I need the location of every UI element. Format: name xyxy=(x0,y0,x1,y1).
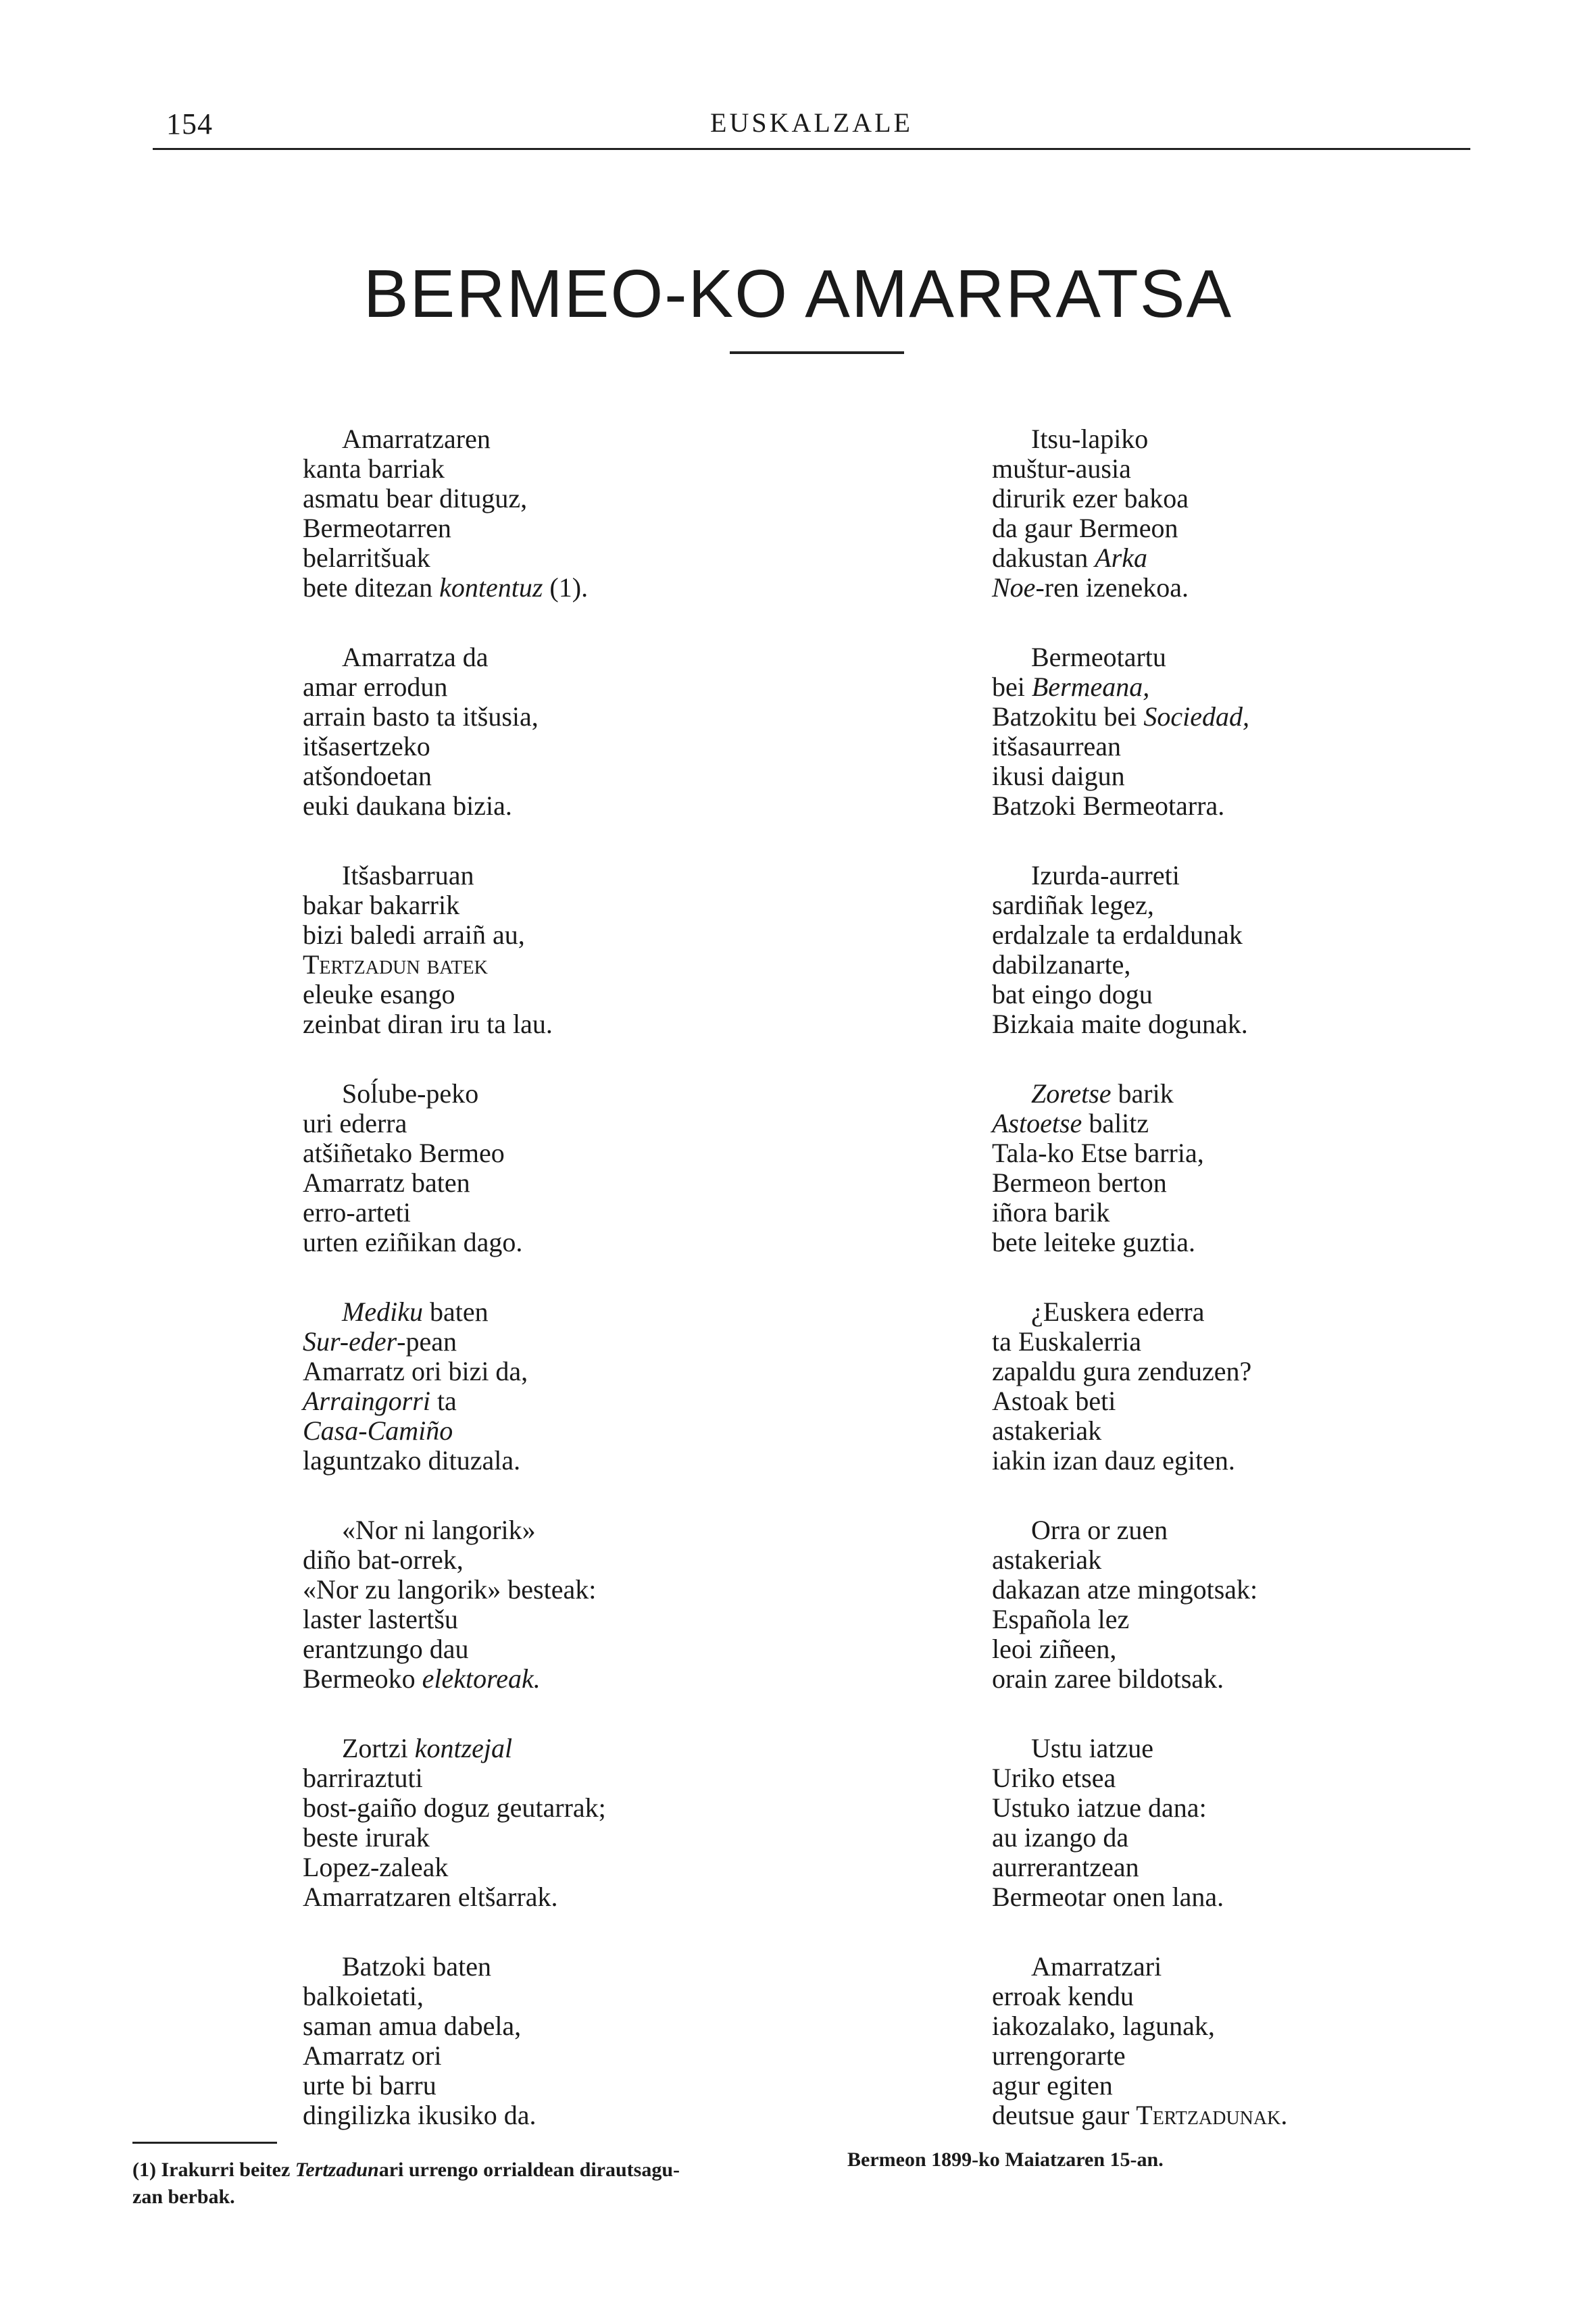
verse-line xyxy=(992,920,1546,950)
text-span: dirurik ezer bakoa xyxy=(992,483,1189,513)
text-span: Amarratz baten xyxy=(303,1167,470,1198)
text-span: «Nor ni langorik» xyxy=(342,1515,536,1545)
text-span: iakozalako, lagunak, xyxy=(992,2011,1215,2041)
verse-line xyxy=(992,2011,1546,2041)
verse-line xyxy=(303,513,857,543)
verse-line xyxy=(303,702,857,732)
text-span: elektoreak. xyxy=(422,1663,541,1694)
verse-line xyxy=(992,543,1546,573)
text-span: Amarratzaren eltšarrak. xyxy=(303,1882,558,1912)
verse-line xyxy=(303,543,857,573)
verse-line xyxy=(303,484,857,513)
text-span: erantzungo dau xyxy=(303,1634,469,1664)
verse-line xyxy=(303,1168,857,1198)
verse-line xyxy=(992,2101,1546,2130)
text-span: Bermeoko xyxy=(303,1663,422,1694)
verse-line xyxy=(992,732,1546,761)
text-span: Bizkaia maite dogunak. xyxy=(992,1009,1248,1039)
verse-line xyxy=(303,1079,857,1109)
verse-line xyxy=(992,1763,1546,1793)
text-span: erro-arteti xyxy=(303,1197,411,1228)
verse-line xyxy=(303,1297,857,1327)
verse-line xyxy=(992,2071,1546,2101)
verse-line xyxy=(303,1327,857,1357)
text-span: da gaur Bermeon xyxy=(992,513,1178,543)
verse-line xyxy=(992,1734,1546,1763)
text-span: Orra or zuen xyxy=(1031,1515,1168,1545)
verse-line xyxy=(992,484,1546,513)
verse-line xyxy=(303,2101,857,2130)
right-column xyxy=(992,424,1546,2170)
text-span: atšiñetako Bermeo xyxy=(303,1138,505,1168)
text-span: uri ederra xyxy=(303,1108,407,1138)
verse-line xyxy=(992,1416,1546,1446)
verse-line xyxy=(303,2041,857,2071)
verse-line xyxy=(992,1009,1546,1039)
verse-line xyxy=(992,643,1546,672)
stanza xyxy=(992,1297,1546,1515)
verse-line xyxy=(992,672,1546,702)
text-span: Batzokitu bei xyxy=(992,701,1144,732)
text-span: Amarratza da xyxy=(342,642,489,672)
text-span: Astoetse xyxy=(992,1108,1082,1138)
verse-line xyxy=(992,1109,1546,1138)
stanza xyxy=(303,1734,857,1952)
text-span: muštur-ausia xyxy=(992,453,1131,484)
verse-line xyxy=(303,424,857,454)
text-span: Amarratz ori bizi da, xyxy=(303,1356,528,1386)
verse-line xyxy=(303,1109,857,1138)
verse-line xyxy=(303,1634,857,1664)
text-span: Ustuko iatzue dana: xyxy=(992,1792,1207,1823)
text-span: itšasertzeko xyxy=(303,731,430,761)
verse-line xyxy=(303,1357,857,1386)
text-span: Bermeon berton xyxy=(992,1167,1167,1198)
text-span: dakustan xyxy=(992,543,1095,573)
verse-line xyxy=(303,1545,857,1575)
text-span: Lopez-zaleak xyxy=(303,1852,449,1882)
text-span: atšondoetan xyxy=(303,761,432,791)
poem-title: BERMEO-KO AMARRATSA xyxy=(363,256,1233,332)
verse-line xyxy=(303,980,857,1009)
text-span: ta Euskalerria xyxy=(992,1326,1141,1357)
stanza xyxy=(303,1952,857,2170)
text-span: kontzejal xyxy=(414,1733,513,1763)
text-span: Itsu-lapiko xyxy=(1031,424,1149,454)
verse-line xyxy=(992,1079,1546,1109)
verse-line xyxy=(303,1664,857,1694)
text-span: dingilizka ikusiko da. xyxy=(303,2100,537,2130)
text-span: bei xyxy=(992,672,1032,702)
text-span: diño bat-orrek, xyxy=(303,1544,464,1575)
text-span: Bermeotarren xyxy=(303,513,451,543)
verse-line xyxy=(303,1882,857,1912)
text-span: bat eingo dogu xyxy=(992,979,1153,1009)
text-span: ari urrengo orrialdean dirautsagu- xyxy=(378,2159,680,2181)
text-span: eleuke esango xyxy=(303,979,455,1009)
text-span: laguntzako dituzala. xyxy=(303,1445,521,1476)
stanza xyxy=(992,1734,1546,1952)
verse-line xyxy=(303,573,857,603)
verse-line xyxy=(992,1228,1546,1257)
verse-line xyxy=(303,1605,857,1634)
text-span: bete ditezan xyxy=(303,572,440,603)
verse-line xyxy=(992,1605,1546,1634)
text-span: astakeriak xyxy=(992,1544,1102,1575)
verse-line xyxy=(303,1198,857,1228)
verse-line xyxy=(303,1575,857,1605)
signature: Bermeon 1899-ko Maiatzaren 15-an. xyxy=(847,2148,1164,2171)
text-span: Casa-Camiño xyxy=(303,1415,453,1446)
stanza xyxy=(303,643,857,861)
text-span: Batzoki baten xyxy=(342,1951,492,1982)
text-span: zapaldu gura zenduzen? xyxy=(992,1356,1252,1386)
verse-line xyxy=(992,1853,1546,1882)
text-span: itšasaurrean xyxy=(992,731,1122,761)
text-span: leoi ziñeen, xyxy=(992,1634,1117,1664)
verse-line xyxy=(303,1416,857,1446)
text-span: Astoak beti xyxy=(992,1386,1116,1416)
verse-line xyxy=(992,1634,1546,1664)
text-span: Izurda-aurreti xyxy=(1031,860,1180,890)
footnote xyxy=(132,2157,808,2211)
text-span: Bermeana, xyxy=(1031,672,1150,702)
verse-line xyxy=(992,1952,1546,1982)
text-span: urrengorarte xyxy=(992,2040,1126,2071)
text-span: urte bi barru xyxy=(303,2070,437,2101)
stanza xyxy=(303,1297,857,1515)
text-span: agur egiten xyxy=(992,2070,1113,2101)
text-span: saman amua dabela, xyxy=(303,2011,522,2041)
text-span: kanta barriak xyxy=(303,453,445,484)
text-span: Mediku xyxy=(342,1297,423,1327)
verse-line xyxy=(303,1386,857,1416)
verse-line xyxy=(992,2041,1546,2071)
text-span: «Nor zu langorik» besteak: xyxy=(303,1574,597,1605)
text-span: Amarratzaren xyxy=(342,424,491,454)
verse-line xyxy=(303,1823,857,1853)
verse-line xyxy=(303,1228,857,1257)
text-span: zeinbat diran iru ta lau. xyxy=(303,1009,553,1039)
verse-line xyxy=(303,1763,857,1793)
text-span: (1) Irakurri beitez xyxy=(132,2159,295,2181)
verse-line xyxy=(303,1734,857,1763)
text-span: balitz xyxy=(1082,1108,1149,1138)
verse-line xyxy=(992,1446,1546,1476)
verse-line xyxy=(303,1138,857,1168)
text-span: ta xyxy=(430,1386,457,1416)
verse-line xyxy=(303,761,857,791)
verse-line xyxy=(992,1515,1546,1545)
verse-line xyxy=(992,1823,1546,1853)
verse-line xyxy=(303,1009,857,1039)
text-span: orain zaree bildotsak. xyxy=(992,1663,1224,1694)
verse-line xyxy=(992,454,1546,484)
verse-line xyxy=(992,1357,1546,1386)
text-span: -ren izenekoa. xyxy=(1035,572,1189,603)
verse-line xyxy=(303,1515,857,1545)
text-span: deutsue gaur xyxy=(992,2100,1137,2130)
text-span: Batzoki Bermeotarra. xyxy=(992,790,1225,821)
text-span: Bermeotar onen lana. xyxy=(992,1882,1224,1912)
text-span: Arka xyxy=(1095,543,1147,573)
text-span: amar errodun xyxy=(303,672,448,702)
stanza xyxy=(303,424,857,643)
verse-line xyxy=(992,1138,1546,1168)
verse-line xyxy=(992,573,1546,603)
page-number: 154 xyxy=(166,107,213,141)
verse-line xyxy=(992,702,1546,732)
text-span: zan berbak. xyxy=(132,2186,235,2208)
text-span: Amarratz ori xyxy=(303,2040,442,2071)
text-span: Uriko etsea xyxy=(992,1763,1116,1793)
stanza xyxy=(303,1515,857,1734)
verse-line xyxy=(992,761,1546,791)
text-span: baten xyxy=(422,1297,489,1327)
stanza xyxy=(992,1952,1546,2170)
stanza xyxy=(992,861,1546,1079)
text-span: Española lez xyxy=(992,1604,1130,1634)
text-span: dakazan atze mingotsak: xyxy=(992,1574,1258,1605)
text-span: kontentuz xyxy=(439,572,543,603)
footnote-rule xyxy=(132,2142,277,2144)
verse-line xyxy=(992,1575,1546,1605)
text-span: -pean xyxy=(397,1326,457,1357)
text-span: astakeriak xyxy=(992,1415,1102,1446)
title-rule xyxy=(730,351,904,354)
verse-line xyxy=(992,1664,1546,1694)
verse-line xyxy=(303,1952,857,1982)
text-span: arrain basto ta itšusia, xyxy=(303,701,539,732)
verse-line xyxy=(303,791,857,821)
stanza xyxy=(992,1515,1546,1734)
text-span: ¿Euskera ederra xyxy=(1031,1297,1205,1327)
verse-line xyxy=(303,672,857,702)
text-span: Arraingorri xyxy=(303,1386,430,1416)
text-span: balkoietati, xyxy=(303,1981,424,2011)
verse-line xyxy=(303,643,857,672)
verse-line xyxy=(303,861,857,890)
header-rule xyxy=(153,148,1470,150)
text-span: erroak kendu xyxy=(992,1981,1134,2011)
verse-line xyxy=(992,950,1546,980)
text-span: Tertzadun xyxy=(295,2159,379,2181)
text-span: Zortzi xyxy=(342,1733,415,1763)
verse-line xyxy=(303,732,857,761)
verse-line xyxy=(303,1853,857,1882)
text-span: urten eziñikan dago. xyxy=(303,1227,523,1257)
verse-line xyxy=(992,424,1546,454)
verse-line xyxy=(992,1882,1546,1912)
text-span: euki daukana bizia. xyxy=(303,790,512,821)
verse-line xyxy=(992,861,1546,890)
text-span: Noe xyxy=(992,572,1036,603)
text-span: Zoretse xyxy=(1031,1078,1112,1109)
text-span: (1). xyxy=(543,572,589,603)
verse-line xyxy=(992,513,1546,543)
text-span: Ustu iatzue xyxy=(1031,1733,1154,1763)
text-span: belarritšuak xyxy=(303,543,430,573)
text-span: Tala-ko Etse barria, xyxy=(992,1138,1204,1168)
text-span: barriraztuti xyxy=(303,1763,423,1793)
verse-line xyxy=(992,1168,1546,1198)
text-span: bete leiteke guztia. xyxy=(992,1227,1195,1257)
verse-line xyxy=(992,1327,1546,1357)
verse-line xyxy=(303,2011,857,2041)
text-span: barik xyxy=(1111,1078,1174,1109)
verse-line xyxy=(992,1386,1546,1416)
verse-line xyxy=(303,2071,857,2101)
text-span: bakar bakarrik xyxy=(303,890,460,920)
text-span: au izango da xyxy=(992,1822,1129,1853)
stanza xyxy=(992,1079,1546,1297)
text-span: Sociedad, xyxy=(1143,701,1250,732)
stanza xyxy=(992,424,1546,643)
verse-line xyxy=(992,791,1546,821)
stanza xyxy=(303,1079,857,1297)
text-span: Sur-eder xyxy=(303,1326,397,1357)
text-span: Tertzadunak. xyxy=(1136,2100,1288,2130)
verse-line xyxy=(992,1198,1546,1228)
text-span: bizi baledi arraiñ au, xyxy=(303,920,525,950)
text-span: asmatu bear dituguz, xyxy=(303,483,528,513)
verse-line xyxy=(303,1793,857,1823)
text-span: erdalzale ta erdaldunak xyxy=(992,920,1243,950)
text-span: Tertzadun batek xyxy=(303,949,488,980)
text-span: Amarratzari xyxy=(1031,1951,1162,1982)
verse-line xyxy=(992,1297,1546,1327)
verse-line xyxy=(992,890,1546,920)
verse-line xyxy=(303,454,857,484)
stanza xyxy=(303,861,857,1079)
text-span: ikusi daigun xyxy=(992,761,1125,791)
text-span: beste irurak xyxy=(303,1822,430,1853)
verse-line xyxy=(992,1545,1546,1575)
verse-line xyxy=(303,890,857,920)
text-span: iñora barik xyxy=(992,1197,1110,1228)
verse-line xyxy=(992,1793,1546,1823)
verse-line xyxy=(303,1446,857,1476)
verse-line xyxy=(992,1982,1546,2011)
verse-line xyxy=(992,980,1546,1009)
running-head: EUSKALZALE xyxy=(710,107,913,138)
text-span: Bermeotartu xyxy=(1031,642,1166,672)
text-span: bost-gaiño doguz geutarrak; xyxy=(303,1792,606,1823)
stanza xyxy=(992,643,1546,861)
text-span: aurrerantzean xyxy=(992,1852,1139,1882)
page-header xyxy=(153,101,1470,150)
text-span: Itšasbarruan xyxy=(342,860,474,890)
verse-line xyxy=(303,1982,857,2011)
verse-line xyxy=(303,950,857,980)
text-span: Soĺube-peko xyxy=(342,1078,479,1109)
text-span: iakin izan dauz egiten. xyxy=(992,1445,1235,1476)
text-span: dabilzanarte, xyxy=(992,949,1131,980)
text-span: laster lastertšu xyxy=(303,1604,458,1634)
verse-line xyxy=(303,920,857,950)
left-column xyxy=(303,424,857,2170)
text-span: sardiñak legez, xyxy=(992,890,1154,920)
